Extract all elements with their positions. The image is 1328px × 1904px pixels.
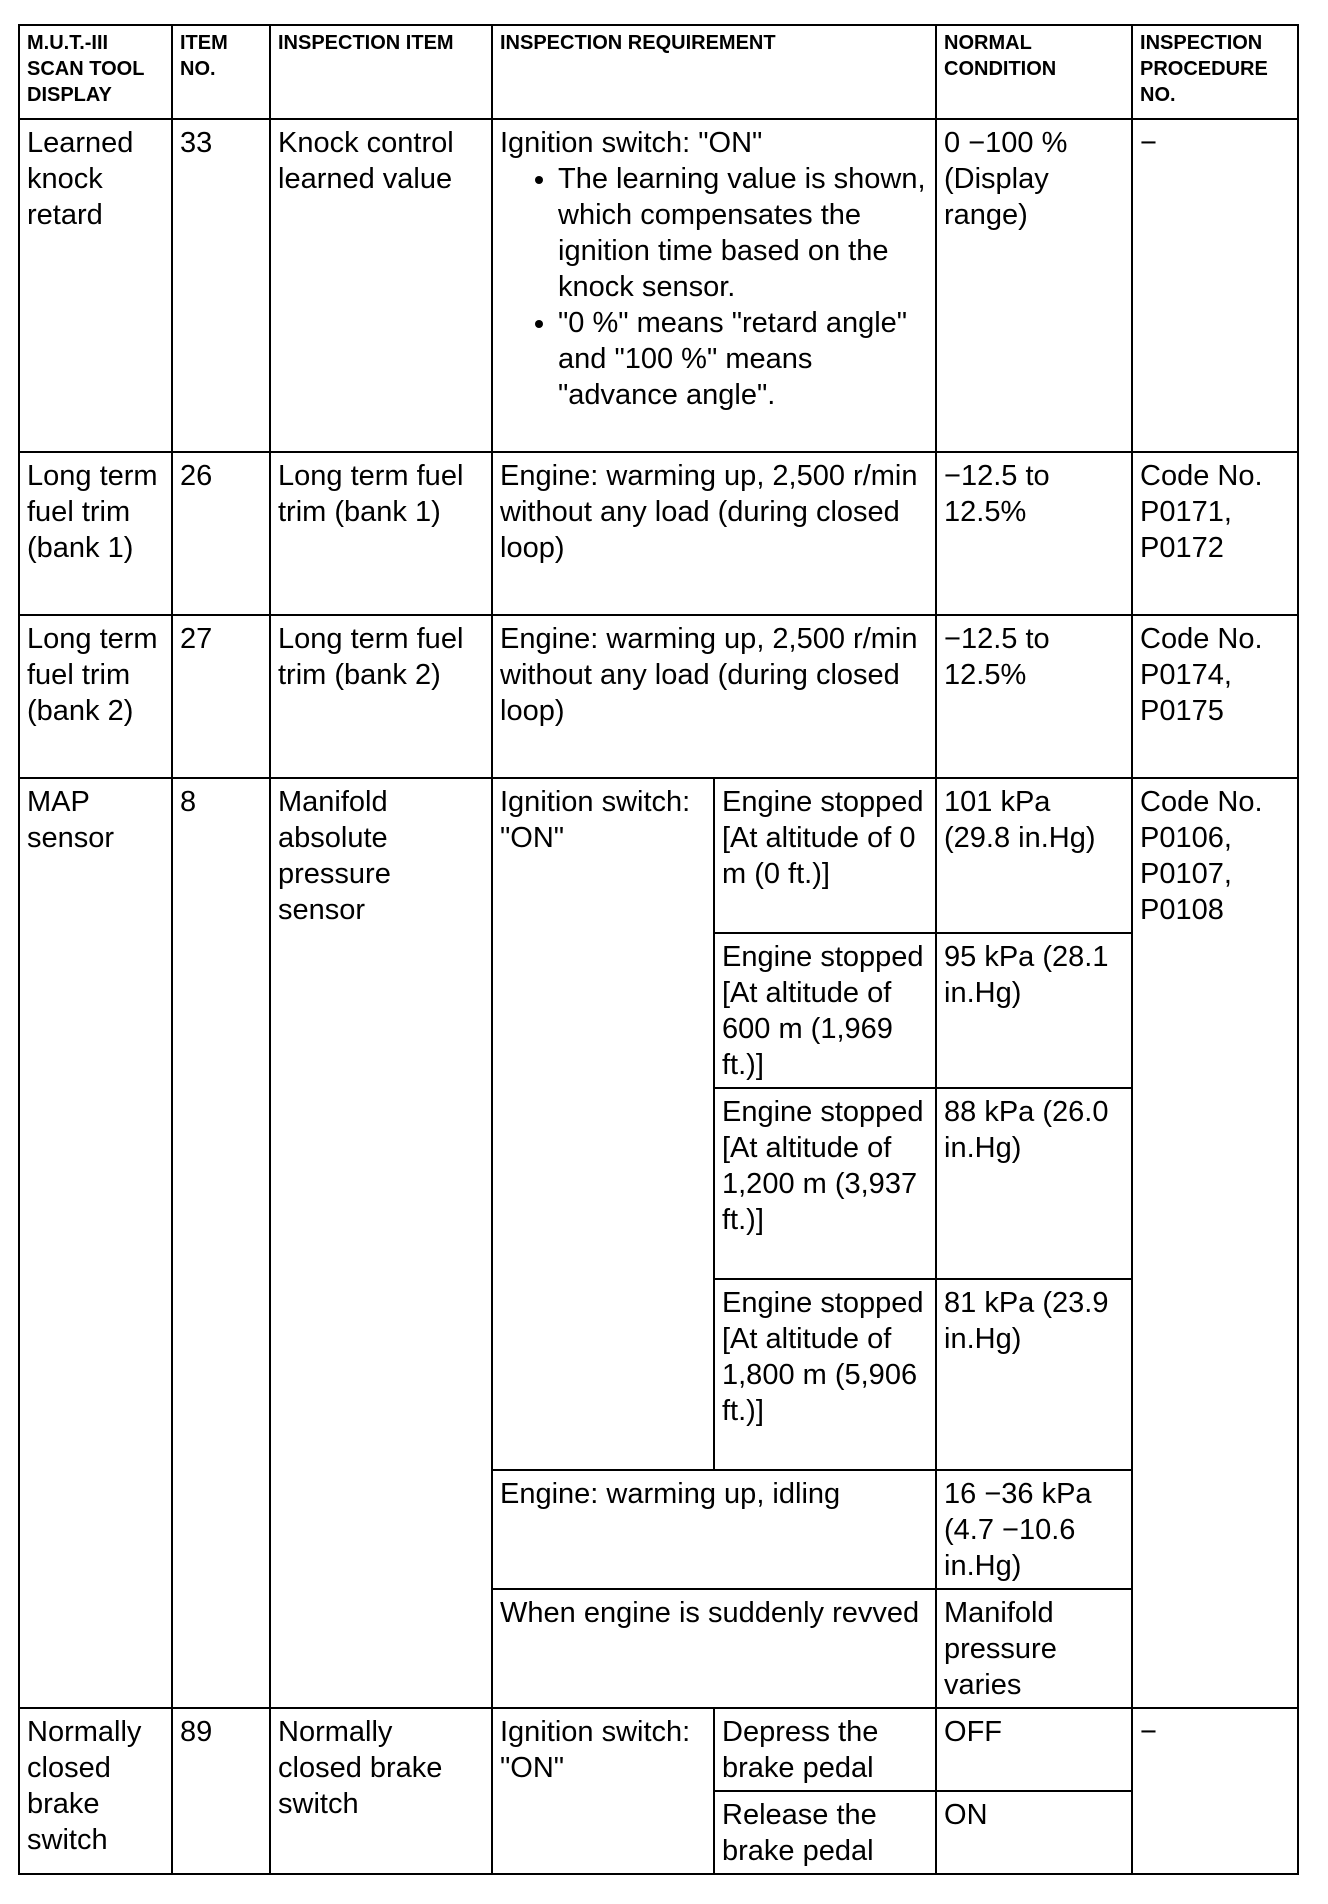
bullet-item: • The learning value is shown, which compensates the ignition time based on the knock sensor. bbox=[558, 161, 928, 305]
inspection-item-cell: Manifold absolute pressure sensor bbox=[270, 778, 492, 1708]
header-inspection-item: INSPECTION ITEM bbox=[270, 25, 492, 119]
bullet-item: • "0 %" means "retard angle" and "100 %" means "advance angle". bbox=[558, 305, 928, 413]
normal-condition-cell: Manifold pressure varies bbox=[936, 1589, 1132, 1708]
condition-cell: Engine stopped [At altitude of 600 m (1,969 ft.)] bbox=[714, 933, 936, 1088]
condition-cell: Release the brake pedal bbox=[714, 1791, 936, 1874]
item-no-cell: 33 bbox=[172, 119, 270, 452]
table-row bbox=[19, 615, 1298, 778]
item-no-cell: 89 bbox=[172, 1708, 270, 1874]
inspection-table bbox=[18, 24, 1299, 1875]
display-cell: Long term fuel trim (bank 2) bbox=[19, 615, 172, 778]
table-row bbox=[19, 1708, 1298, 1791]
header-inspection-requirement: INSPECTION REQUIREMENT bbox=[492, 25, 936, 119]
normal-condition-cell: OFF bbox=[936, 1708, 1132, 1791]
requirement-cell bbox=[492, 119, 936, 452]
normal-condition-cell: 95 kPa (28.1 in.Hg) bbox=[936, 933, 1132, 1088]
header-item-no: ITEM NO. bbox=[172, 25, 270, 119]
requirement-cell: Engine: warming up, idling bbox=[492, 1470, 936, 1589]
condition-cell: Engine stopped [At altitude of 1,200 m (3,937 ft.)] bbox=[714, 1088, 936, 1279]
procedure-cell: − bbox=[1132, 1708, 1298, 1874]
item-no-cell: 26 bbox=[172, 452, 270, 615]
table-row bbox=[19, 452, 1298, 615]
requirement-text: Ignition switch: "ON" bbox=[500, 127, 763, 159]
table-row bbox=[19, 778, 1298, 933]
requirement-cell: Ignition switch: "ON" bbox=[492, 778, 714, 1470]
requirement-cell: Engine: warming up, 2,500 r/min without any load (during closed loop) bbox=[492, 615, 936, 778]
table-row bbox=[19, 119, 1298, 452]
normal-condition-cell: ON bbox=[936, 1791, 1132, 1874]
requirement-bullets bbox=[500, 161, 928, 413]
inspection-item-cell: Knock control learned value bbox=[270, 119, 492, 452]
procedure-cell: Code No. P0171, P0172 bbox=[1132, 452, 1298, 615]
item-no-cell: 27 bbox=[172, 615, 270, 778]
display-cell: Normally closed brake switch bbox=[19, 1708, 172, 1874]
normal-condition-cell: −12.5 to 12.5% bbox=[936, 615, 1132, 778]
procedure-cell: − bbox=[1132, 119, 1298, 452]
requirement-cell: Engine: warming up, 2,500 r/min without any load (during closed loop) bbox=[492, 452, 936, 615]
inspection-item-cell: Long term fuel trim (bank 1) bbox=[270, 452, 492, 615]
inspection-item-cell: Normally closed brake switch bbox=[270, 1708, 492, 1874]
normal-condition-cell: 0 −100 % (Display range) bbox=[936, 119, 1132, 452]
procedure-cell: Code No. P0106, P0107, P0108 bbox=[1132, 778, 1298, 1708]
normal-condition-cell: 16 −36 kPa (4.7 −10.6 in.Hg) bbox=[936, 1470, 1132, 1589]
display-cell: MAP sensor bbox=[19, 778, 172, 1708]
condition-cell: Engine stopped [At altitude of 1,800 m (5,906 ft.)] bbox=[714, 1279, 936, 1470]
normal-condition-cell: 88 kPa (26.0 in.Hg) bbox=[936, 1088, 1132, 1279]
condition-cell: Depress the brake pedal bbox=[714, 1708, 936, 1791]
display-cell: Long term fuel trim (bank 1) bbox=[19, 452, 172, 615]
condition-cell: Engine stopped [At altitude of 0 m (0 ft.)] bbox=[714, 778, 936, 933]
display-cell: Learned knock retard bbox=[19, 119, 172, 452]
table-header-row bbox=[19, 25, 1298, 119]
requirement-cell: Ignition switch: "ON" bbox=[492, 1708, 714, 1874]
item-no-cell: 8 bbox=[172, 778, 270, 1708]
normal-condition-cell: −12.5 to 12.5% bbox=[936, 452, 1132, 615]
procedure-cell: Code No. P0174, P0175 bbox=[1132, 615, 1298, 778]
header-normal-condition: NORMAL CONDITION bbox=[936, 25, 1132, 119]
header-procedure-no: INSPECTION PROCEDURE NO. bbox=[1132, 25, 1298, 119]
inspection-item-cell: Long term fuel trim (bank 2) bbox=[270, 615, 492, 778]
requirement-cell: When engine is suddenly revved bbox=[492, 1589, 936, 1708]
normal-condition-cell: 101 kPa (29.8 in.Hg) bbox=[936, 778, 1132, 933]
header-display: M.U.T.-III SCAN TOOL DISPLAY bbox=[19, 25, 172, 119]
normal-condition-cell: 81 kPa (23.9 in.Hg) bbox=[936, 1279, 1132, 1470]
